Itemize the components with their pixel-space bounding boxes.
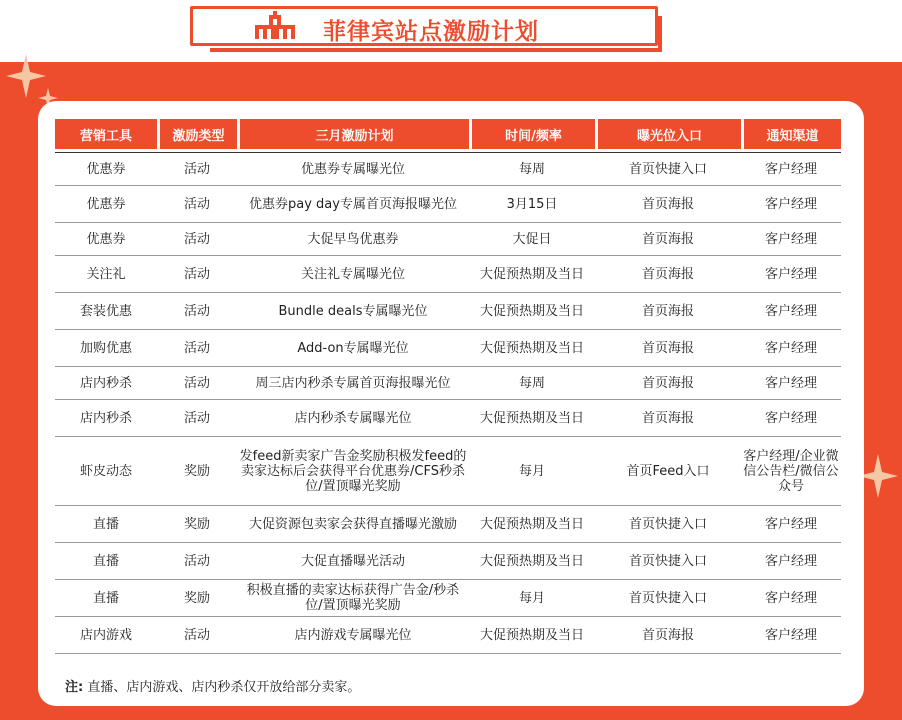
table-row xyxy=(55,186,841,223)
cell-entry: 首页海报 xyxy=(595,293,741,330)
cell-plan: 优惠券专属曝光位 xyxy=(237,153,469,186)
title-shadow xyxy=(200,16,668,56)
table-row xyxy=(55,506,841,543)
cell-tool: 加购优惠 xyxy=(55,330,157,367)
header-plan: 三月激励计划 xyxy=(237,119,469,149)
cell-entry: 首页海报 xyxy=(595,367,741,400)
cell-type: 活动 xyxy=(157,223,237,256)
cell-tool: 套装优惠 xyxy=(55,293,157,330)
cell-plan: 积极直播的卖家达标获得广告金/秒杀位/置顶曝光奖励 xyxy=(237,580,469,617)
cell-channel: 客户经理 xyxy=(741,293,841,330)
table-row xyxy=(55,437,841,506)
cell-channel: 客户经理 xyxy=(741,153,841,186)
cell-plan: 周三店内秒杀专属首页海报曝光位 xyxy=(237,367,469,400)
cell-channel: 客户经理/企业微信公告栏/微信公众号 xyxy=(741,437,841,506)
cell-type: 活动 xyxy=(157,367,237,400)
cell-type: 活动 xyxy=(157,543,237,580)
cell-entry: 首页快捷入口 xyxy=(595,543,741,580)
cell-plan: 优惠券pay day专属首页海报曝光位 xyxy=(237,186,469,223)
sparkle-icon xyxy=(4,48,64,108)
cell-channel: 客户经理 xyxy=(741,256,841,293)
cell-tool: 店内秒杀 xyxy=(55,400,157,437)
cell-plan: 店内秒杀专属曝光位 xyxy=(237,400,469,437)
cell-type: 活动 xyxy=(157,186,237,223)
table-row xyxy=(55,580,841,617)
header-time: 时间/频率 xyxy=(469,119,595,149)
cell-time: 每周 xyxy=(469,153,595,186)
cell-type: 活动 xyxy=(157,293,237,330)
cell-type: 活动 xyxy=(157,330,237,367)
table-row xyxy=(55,400,841,437)
incentive-table xyxy=(55,119,841,654)
footnote-label: 注: xyxy=(65,680,84,695)
cell-time: 大促预热期及当日 xyxy=(469,256,595,293)
cell-time: 每月 xyxy=(469,580,595,617)
cell-plan: 大促直播曝光活动 xyxy=(237,543,469,580)
table-row xyxy=(55,223,841,256)
cell-channel: 客户经理 xyxy=(741,367,841,400)
cell-tool: 优惠券 xyxy=(55,186,157,223)
header-type: 激励类型 xyxy=(157,119,237,149)
cell-type: 活动 xyxy=(157,617,237,654)
header-entry: 曝光位入口 xyxy=(595,119,741,149)
table-card xyxy=(38,101,864,706)
cell-tool: 直播 xyxy=(55,543,157,580)
cell-time: 每周 xyxy=(469,367,595,400)
cell-time: 大促预热期及当日 xyxy=(469,617,595,654)
cell-channel: 客户经理 xyxy=(741,617,841,654)
footnote xyxy=(65,676,360,695)
cell-plan: 关注礼专属曝光位 xyxy=(237,256,469,293)
cell-plan: 店内游戏专属曝光位 xyxy=(237,617,469,654)
cell-time: 大促预热期及当日 xyxy=(469,400,595,437)
cell-channel: 客户经理 xyxy=(741,543,841,580)
table-row xyxy=(55,367,841,400)
table-header-row xyxy=(55,119,841,149)
cell-entry: 首页海报 xyxy=(595,223,741,256)
cell-tool: 直播 xyxy=(55,506,157,543)
cell-channel: 客户经理 xyxy=(741,400,841,437)
cell-channel: 客户经理 xyxy=(741,506,841,543)
cell-entry: 首页海报 xyxy=(595,330,741,367)
cell-entry: 首页海报 xyxy=(595,617,741,654)
cell-plan: 大促早鸟优惠券 xyxy=(237,223,469,256)
table-row xyxy=(55,543,841,580)
cell-type: 活动 xyxy=(157,256,237,293)
header-tool: 营销工具 xyxy=(55,119,157,149)
cell-plan: Add-on专属曝光位 xyxy=(237,330,469,367)
header-channel: 通知渠道 xyxy=(741,119,841,149)
cell-time: 大促预热期及当日 xyxy=(469,293,595,330)
cell-entry: 首页Feed入口 xyxy=(595,437,741,506)
footnote-text: 直播、店内游戏、店内秒杀仅开放给部分卖家。 xyxy=(87,680,361,695)
cell-time: 每月 xyxy=(469,437,595,506)
cell-tool: 店内秒杀 xyxy=(55,367,157,400)
cell-entry: 首页快捷入口 xyxy=(595,506,741,543)
table-row xyxy=(55,293,841,330)
cell-type: 活动 xyxy=(157,400,237,437)
cell-time: 大促预热期及当日 xyxy=(469,543,595,580)
cell-tool: 优惠券 xyxy=(55,153,157,186)
cell-tool: 店内游戏 xyxy=(55,617,157,654)
cell-time: 大促预热期及当日 xyxy=(469,506,595,543)
cell-entry: 首页海报 xyxy=(595,400,741,437)
cell-entry: 首页快捷入口 xyxy=(595,580,741,617)
table-row xyxy=(55,617,841,654)
cell-tool: 关注礼 xyxy=(55,256,157,293)
cell-plan: Bundle deals专属曝光位 xyxy=(237,293,469,330)
cell-entry: 首页海报 xyxy=(595,256,741,293)
cell-time: 大促日 xyxy=(469,223,595,256)
cell-entry: 首页快捷入口 xyxy=(595,153,741,186)
cell-time: 3月15日 xyxy=(469,186,595,223)
cell-entry: 首页海报 xyxy=(595,186,741,223)
cell-channel: 客户经理 xyxy=(741,330,841,367)
cell-type: 活动 xyxy=(157,153,237,186)
cell-time: 大促预热期及当日 xyxy=(469,330,595,367)
cell-plan: 发feed新卖家广告金奖励积极发feed的卖家达标后会获得平台优惠券/CFS秒杀位/置顶曝光奖励 xyxy=(237,437,469,506)
cell-channel: 客户经理 xyxy=(741,223,841,256)
table-row xyxy=(55,153,841,186)
cell-plan: 大促资源包卖家会获得直播曝光激励 xyxy=(237,506,469,543)
cell-type: 奖励 xyxy=(157,437,237,506)
cell-channel: 客户经理 xyxy=(741,186,841,223)
cell-tool: 虾皮动态 xyxy=(55,437,157,506)
cell-tool: 直播 xyxy=(55,580,157,617)
page-title: 菲律宾站点激励计划 xyxy=(323,19,539,45)
cell-channel: 客户经理 xyxy=(741,580,841,617)
table-row xyxy=(55,256,841,293)
cell-type: 奖励 xyxy=(157,580,237,617)
table-row xyxy=(55,330,841,367)
cell-tool: 优惠券 xyxy=(55,223,157,256)
cell-type: 奖励 xyxy=(157,506,237,543)
